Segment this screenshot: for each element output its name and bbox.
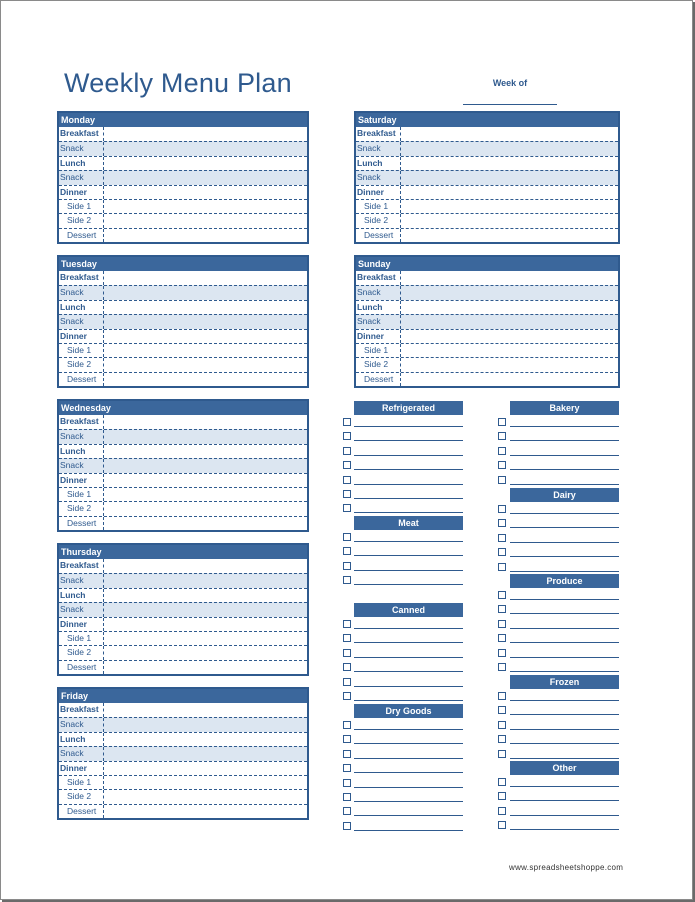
checkbox[interactable] (343, 490, 351, 498)
meal-entry-field[interactable] (104, 430, 307, 443)
grocery-item-line[interactable] (354, 469, 463, 470)
checkbox[interactable] (498, 792, 506, 800)
meal-entry-field[interactable] (401, 229, 618, 242)
meal-row (59, 775, 307, 789)
meal-entry-field[interactable] (104, 200, 307, 213)
meal-entry-field[interactable] (104, 776, 307, 789)
meal-row (59, 285, 307, 299)
grocery-item-line[interactable] (354, 772, 463, 773)
meal-row (356, 285, 618, 299)
meal-entry-field[interactable] (401, 330, 618, 343)
meal-label: Lunch (59, 733, 104, 746)
meal-entry-field[interactable] (104, 445, 307, 458)
meal-row (356, 329, 618, 343)
meal-label: Breakfast (356, 271, 401, 285)
meal-row (59, 487, 307, 501)
meal-label: Snack (59, 459, 104, 472)
checkbox[interactable] (498, 750, 506, 758)
meal-label: Lunch (59, 589, 104, 602)
meal-label: Snack (59, 603, 104, 616)
meal-row (59, 271, 307, 285)
grocery-item-line[interactable] (354, 498, 463, 499)
grocery-item-line[interactable] (354, 484, 463, 485)
checkbox[interactable] (343, 476, 351, 484)
meal-entry-field[interactable] (104, 286, 307, 299)
meal-row (59, 617, 307, 631)
meal-entry-field[interactable] (104, 459, 307, 472)
day-block-friday (57, 687, 309, 820)
meal-label: Snack (356, 171, 401, 184)
meal-row (59, 645, 307, 659)
grocery-item-line[interactable] (510, 484, 619, 485)
meal-entry-field[interactable] (104, 718, 307, 731)
meal-entry-field[interactable] (104, 142, 307, 155)
grocery-item-line[interactable] (510, 440, 619, 441)
checkbox[interactable] (498, 432, 506, 440)
meal-row (59, 415, 307, 429)
category-header-meat: Meat (354, 516, 463, 530)
day-block-tuesday (57, 255, 309, 388)
meal-label: Side 2 (59, 790, 104, 803)
meal-entry-field[interactable] (104, 229, 307, 242)
checkbox[interactable] (498, 620, 506, 628)
checkbox[interactable] (498, 706, 506, 714)
checkbox[interactable] (498, 505, 506, 513)
grocery-item-line[interactable] (354, 743, 463, 744)
meal-label: Side 2 (59, 646, 104, 659)
meal-entry-field[interactable] (401, 286, 618, 299)
grocery-item-line[interactable] (354, 512, 463, 513)
checkbox[interactable] (498, 548, 506, 556)
meal-label: Dinner (59, 762, 104, 775)
checkbox[interactable] (343, 447, 351, 455)
checkbox[interactable] (498, 591, 506, 599)
meal-label: Lunch (59, 157, 104, 170)
meal-entry-field[interactable] (104, 747, 307, 760)
footer-url: www.spreadsheetshoppe.com (509, 863, 624, 872)
meal-label: Dessert (59, 805, 104, 818)
meal-entry-field[interactable] (104, 474, 307, 487)
grocery-item-line[interactable] (354, 440, 463, 441)
checkbox[interactable] (343, 663, 351, 671)
meal-label: Dinner (59, 618, 104, 631)
checkbox[interactable] (498, 663, 506, 671)
meal-entry-field[interactable] (104, 127, 307, 141)
checkbox[interactable] (343, 620, 351, 628)
day-block-wednesday (57, 399, 309, 532)
day-header: Monday (59, 113, 307, 127)
meal-row (59, 761, 307, 775)
meal-label: Snack (59, 142, 104, 155)
meal-label: Dessert (59, 229, 104, 242)
meal-label: Lunch (356, 301, 401, 314)
meal-row (356, 228, 618, 242)
grocery-item-line[interactable] (510, 571, 619, 572)
meal-label: Breakfast (59, 415, 104, 429)
meal-entry-field[interactable] (104, 574, 307, 587)
meal-label: Snack (59, 574, 104, 587)
meal-row (59, 300, 307, 314)
meal-label: Breakfast (59, 703, 104, 717)
page-title: Weekly Menu Plan (64, 68, 292, 98)
meal-row (59, 458, 307, 472)
meal-label: Dessert (59, 373, 104, 386)
meal-label: Dinner (59, 474, 104, 487)
grocery-item-line[interactable] (354, 455, 463, 456)
meal-label: Dinner (356, 330, 401, 343)
meal-row (59, 213, 307, 227)
checkbox[interactable] (343, 504, 351, 512)
checkbox[interactable] (498, 605, 506, 613)
meal-row (59, 429, 307, 443)
meal-row (59, 717, 307, 731)
meal-row (59, 746, 307, 760)
grocery-item-line[interactable] (354, 584, 463, 585)
meal-entry-field[interactable] (104, 517, 307, 530)
meal-label: Breakfast (59, 271, 104, 285)
meal-label: Side 2 (356, 214, 401, 227)
meal-entry-field[interactable] (401, 315, 618, 328)
meal-row (356, 127, 618, 141)
grocery-item-line[interactable] (510, 714, 619, 715)
meal-label: Side 2 (356, 358, 401, 371)
meal-entry-field[interactable] (401, 214, 618, 227)
checkbox[interactable] (343, 721, 351, 729)
checkbox[interactable] (343, 692, 351, 700)
meal-label: Snack (59, 171, 104, 184)
meal-row (59, 501, 307, 515)
grocery-item-line[interactable] (510, 800, 619, 801)
grocery-item-line[interactable] (510, 657, 619, 658)
meal-entry-field[interactable] (104, 603, 307, 616)
grocery-item-line[interactable] (510, 513, 619, 514)
grocery-item-line[interactable] (354, 729, 463, 730)
meal-entry-field[interactable] (104, 703, 307, 717)
meal-label: Snack (356, 142, 401, 155)
meal-row (356, 271, 618, 285)
day-block-monday (57, 111, 309, 244)
meal-entry-field[interactable] (401, 127, 618, 141)
checkbox[interactable] (498, 721, 506, 729)
day-header: Wednesday (59, 401, 307, 415)
meal-entry-field[interactable] (104, 632, 307, 645)
meal-entry-field[interactable] (104, 488, 307, 501)
meal-entry-field[interactable] (401, 171, 618, 184)
meal-entry-field[interactable] (401, 358, 618, 371)
meal-label: Snack (59, 430, 104, 443)
meal-row (59, 573, 307, 587)
category-header-refrigerated: Refrigerated (354, 401, 463, 415)
meal-entry-field[interactable] (104, 415, 307, 429)
category-header-canned: Canned (354, 603, 463, 617)
meal-row (59, 156, 307, 170)
grocery-item-line[interactable] (510, 743, 619, 744)
checkbox[interactable] (498, 735, 506, 743)
grocery-item-line[interactable] (354, 801, 463, 802)
grocery-item-line[interactable] (354, 787, 463, 788)
meal-entry-field[interactable] (104, 373, 307, 386)
meal-label: Lunch (59, 301, 104, 314)
checkbox[interactable] (343, 461, 351, 469)
meal-entry-field[interactable] (104, 344, 307, 357)
checkbox[interactable] (343, 432, 351, 440)
meal-row (356, 185, 618, 199)
checkbox[interactable] (498, 807, 506, 815)
day-header: Friday (59, 689, 307, 703)
meal-label: Snack (356, 315, 401, 328)
meal-entry-field[interactable] (401, 200, 618, 213)
meal-row (356, 314, 618, 328)
meal-label: Side 2 (59, 358, 104, 371)
meal-row (59, 559, 307, 573)
meal-row (59, 199, 307, 213)
meal-entry-field[interactable] (104, 559, 307, 573)
grocery-item-line[interactable] (354, 570, 463, 571)
meal-row (59, 516, 307, 530)
category-header-frozen: Frozen (510, 675, 619, 689)
meal-entry-field[interactable] (401, 157, 618, 170)
meal-entry-field[interactable] (401, 344, 618, 357)
meal-entry-field[interactable] (104, 502, 307, 515)
checkbox[interactable] (498, 821, 506, 829)
grocery-item-line[interactable] (354, 628, 463, 629)
meal-label: Snack (59, 747, 104, 760)
category-header-bakery: Bakery (510, 401, 619, 415)
meal-label: Side 2 (59, 502, 104, 515)
meal-row (59, 170, 307, 184)
meal-row (59, 660, 307, 674)
meal-label: Snack (356, 286, 401, 299)
grocery-item-line[interactable] (354, 541, 463, 542)
meal-row (356, 199, 618, 213)
grocery-item-line[interactable] (354, 671, 463, 672)
day-header: Thursday (59, 545, 307, 559)
grocery-item-line[interactable] (354, 700, 463, 701)
checkbox[interactable] (498, 634, 506, 642)
meal-label: Dinner (59, 186, 104, 199)
meal-row (59, 444, 307, 458)
meal-label: Dinner (356, 186, 401, 199)
grocery-item-line[interactable] (510, 815, 619, 816)
grocery-item-line[interactable] (510, 469, 619, 470)
checkbox[interactable] (343, 562, 351, 570)
meal-entry-field[interactable] (104, 762, 307, 775)
meal-label: Dinner (59, 330, 104, 343)
grocery-item-line[interactable] (354, 642, 463, 643)
grocery-item-line[interactable] (510, 628, 619, 629)
grocery-item-line[interactable] (354, 830, 463, 831)
meal-label: Breakfast (59, 127, 104, 141)
meal-entry-field[interactable] (104, 646, 307, 659)
meal-row (59, 588, 307, 602)
checkbox[interactable] (498, 534, 506, 542)
day-block-thursday (57, 543, 309, 676)
meal-entry-field[interactable] (104, 661, 307, 674)
checkbox[interactable] (498, 563, 506, 571)
grocery-item-line[interactable] (354, 686, 463, 687)
meal-entry-field[interactable] (401, 373, 618, 386)
category-header-produce: Produce (510, 574, 619, 588)
day-header: Saturday (356, 113, 618, 127)
meal-label: Side 1 (59, 488, 104, 501)
checkbox[interactable] (498, 447, 506, 455)
checkbox[interactable] (343, 793, 351, 801)
grocery-item-line[interactable] (510, 758, 619, 759)
meal-row (59, 732, 307, 746)
grocery-item-line[interactable] (510, 729, 619, 730)
checkbox[interactable] (343, 634, 351, 642)
meal-label: Lunch (59, 445, 104, 458)
meal-row (59, 372, 307, 386)
grocery-item-line[interactable] (510, 700, 619, 701)
meal-entry-field[interactable] (104, 589, 307, 602)
meal-entry-field[interactable] (104, 805, 307, 818)
category-header-dairy: Dairy (510, 488, 619, 502)
checkbox[interactable] (498, 461, 506, 469)
meal-label: Dessert (59, 661, 104, 674)
grocery-item-line[interactable] (510, 786, 619, 787)
checkbox[interactable] (343, 533, 351, 541)
meal-row (59, 141, 307, 155)
grocery-item-line[interactable] (354, 758, 463, 759)
meal-label: Dessert (59, 517, 104, 530)
meal-row (59, 329, 307, 343)
meal-row (356, 372, 618, 386)
day-block-saturday (354, 111, 620, 244)
meal-label: Dessert (356, 229, 401, 242)
week-of-field[interactable] (463, 104, 557, 105)
meal-row (356, 141, 618, 155)
checkbox[interactable] (498, 778, 506, 786)
grocery-item-line[interactable] (510, 642, 619, 643)
checkbox[interactable] (343, 649, 351, 657)
grocery-item-line[interactable] (510, 426, 619, 427)
checkbox[interactable] (343, 735, 351, 743)
checkbox[interactable] (343, 822, 351, 830)
meal-entry-field[interactable] (104, 790, 307, 803)
grocery-item-line[interactable] (354, 815, 463, 816)
meal-entry-field[interactable] (401, 301, 618, 314)
meal-entry-field[interactable] (104, 618, 307, 631)
grocery-item-line[interactable] (510, 542, 619, 543)
meal-row (59, 127, 307, 141)
meal-entry-field[interactable] (104, 157, 307, 170)
grocery-item-line[interactable] (510, 556, 619, 557)
meal-row (59, 185, 307, 199)
meal-row (356, 213, 618, 227)
meal-label: Side 1 (356, 344, 401, 357)
meal-entry-field[interactable] (401, 142, 618, 155)
day-header: Tuesday (59, 257, 307, 271)
meal-row (356, 300, 618, 314)
checkbox[interactable] (343, 678, 351, 686)
meal-entry-field[interactable] (104, 186, 307, 199)
meal-row (59, 789, 307, 803)
checkbox[interactable] (343, 764, 351, 772)
meal-label: Lunch (356, 157, 401, 170)
meal-row (59, 228, 307, 242)
meal-label: Side 1 (59, 776, 104, 789)
meal-row (356, 156, 618, 170)
meal-label: Snack (59, 718, 104, 731)
meal-row (356, 170, 618, 184)
meal-row (59, 343, 307, 357)
checkbox[interactable] (343, 418, 351, 426)
category-header-other: Other (510, 761, 619, 775)
meal-label: Breakfast (59, 559, 104, 573)
grocery-item-line[interactable] (510, 613, 619, 614)
grocery-item-line[interactable] (510, 829, 619, 830)
meal-label: Side 1 (59, 632, 104, 645)
meal-entry-field[interactable] (104, 330, 307, 343)
meal-row (356, 357, 618, 371)
meal-entry-field[interactable] (104, 214, 307, 227)
meal-entry-field[interactable] (104, 733, 307, 746)
checkbox[interactable] (498, 418, 506, 426)
meal-entry-field[interactable] (401, 271, 618, 285)
meal-label: Snack (59, 315, 104, 328)
meal-row (59, 804, 307, 818)
checkbox[interactable] (498, 476, 506, 484)
meal-row (59, 703, 307, 717)
week-of-label: Week of (492, 78, 528, 88)
meal-row (59, 631, 307, 645)
meal-entry-field[interactable] (104, 271, 307, 285)
grocery-item-line[interactable] (354, 555, 463, 556)
grocery-item-line[interactable] (354, 426, 463, 427)
checkbox[interactable] (343, 750, 351, 758)
checkbox[interactable] (343, 547, 351, 555)
meal-entry-field[interactable] (401, 186, 618, 199)
checkbox[interactable] (498, 649, 506, 657)
checkbox[interactable] (498, 519, 506, 527)
meal-label: Side 1 (59, 200, 104, 213)
meal-label: Side 1 (59, 344, 104, 357)
day-header: Sunday (356, 257, 618, 271)
checkbox[interactable] (498, 692, 506, 700)
meal-row (59, 602, 307, 616)
meal-label: Snack (59, 286, 104, 299)
day-block-sunday (354, 255, 620, 388)
grocery-item-line[interactable] (510, 599, 619, 600)
meal-label: Breakfast (356, 127, 401, 141)
meal-row (356, 343, 618, 357)
meal-entry-field[interactable] (104, 301, 307, 314)
grocery-item-line[interactable] (510, 455, 619, 456)
category-header-dry-goods: Dry Goods (354, 704, 463, 718)
meal-row (59, 314, 307, 328)
meal-row (59, 473, 307, 487)
grocery-item-line[interactable] (510, 527, 619, 528)
meal-entry-field[interactable] (104, 315, 307, 328)
grocery-item-line[interactable] (354, 657, 463, 658)
meal-label: Side 1 (356, 200, 401, 213)
checkbox[interactable] (343, 779, 351, 787)
checkbox[interactable] (343, 807, 351, 815)
grocery-item-line[interactable] (510, 671, 619, 672)
meal-label: Dessert (356, 373, 401, 386)
meal-label: Side 2 (59, 214, 104, 227)
meal-row (59, 357, 307, 371)
meal-entry-field[interactable] (104, 171, 307, 184)
meal-entry-field[interactable] (104, 358, 307, 371)
checkbox[interactable] (343, 576, 351, 584)
